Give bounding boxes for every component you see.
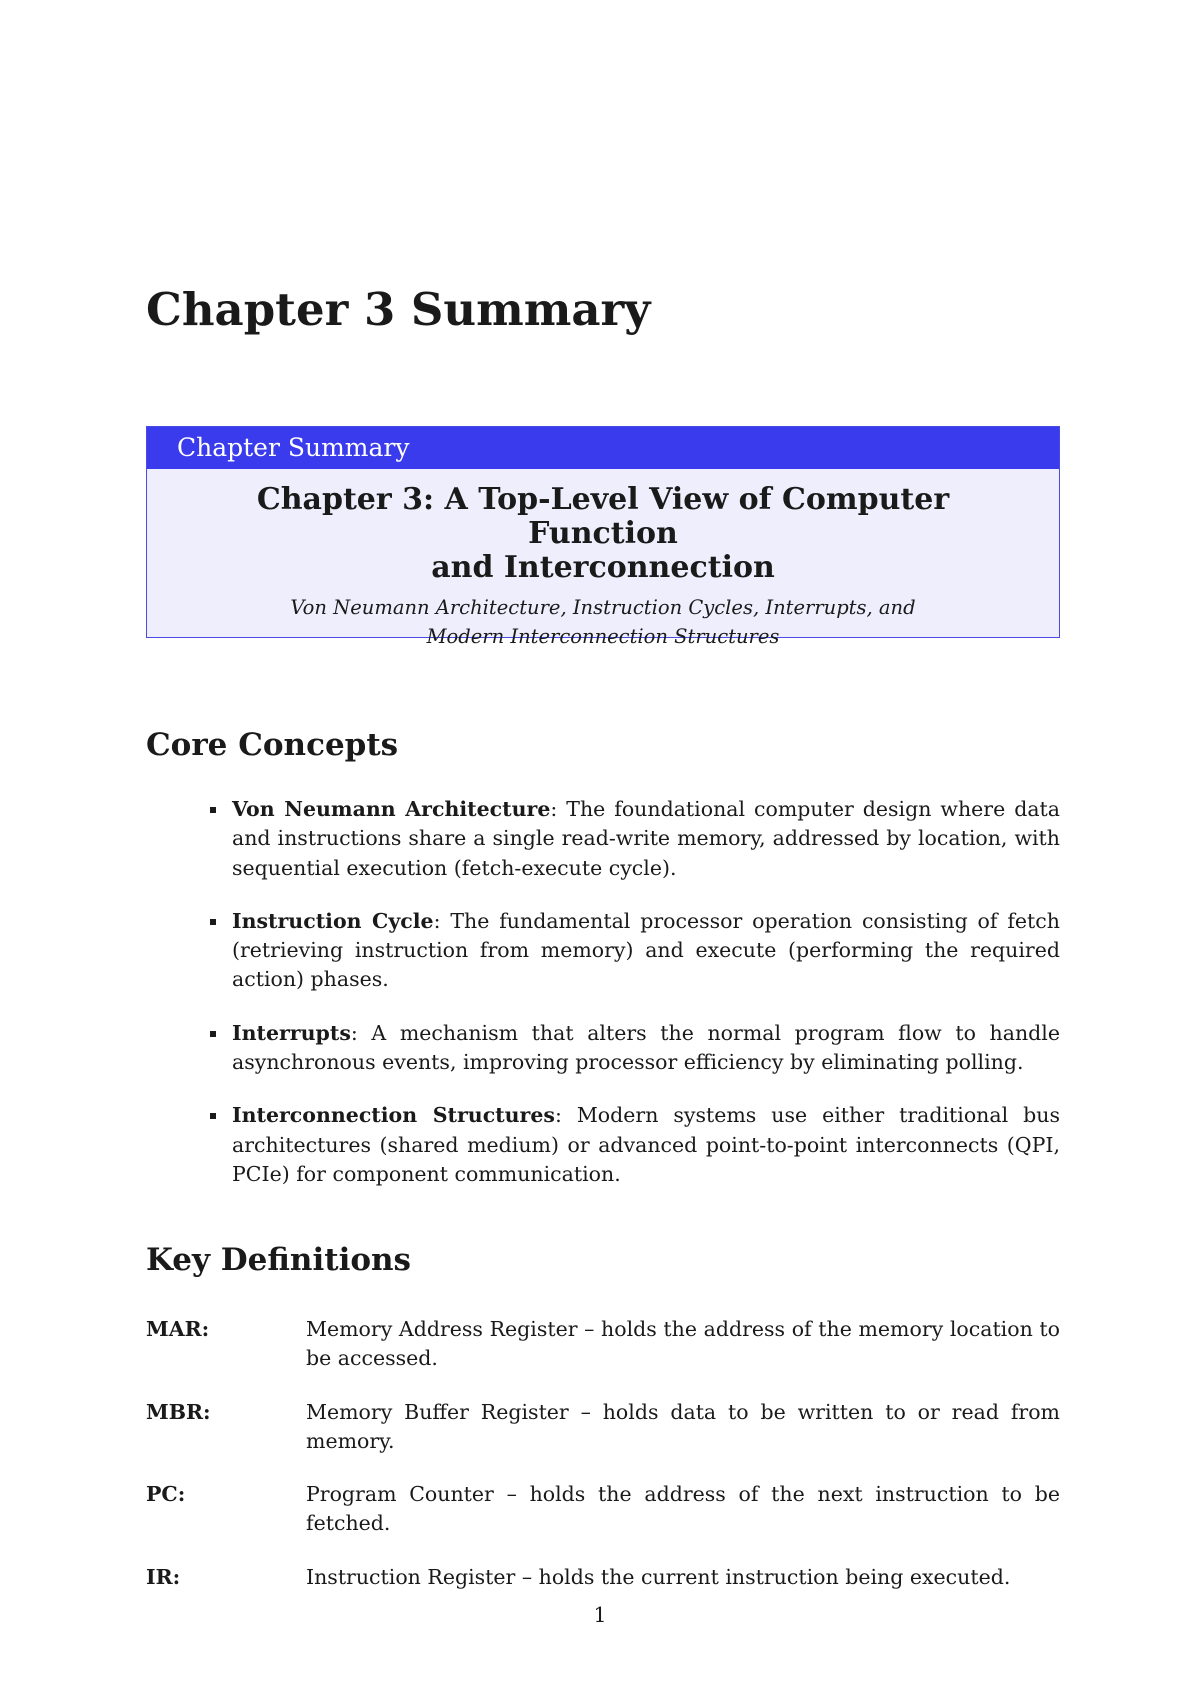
key-definitions-list [146, 1315, 1060, 1616]
bullet-icon [210, 1113, 216, 1119]
definition-row [146, 1563, 1060, 1592]
definition-row [146, 1315, 1060, 1374]
definition-term: PC: [146, 1482, 186, 1507]
summary-title-line1: Chapter 3: A Top-Level View of Computer Function [256, 482, 950, 551]
definition-term: MBR: [146, 1399, 211, 1424]
bullet-icon [210, 919, 216, 925]
definition-row [146, 1398, 1060, 1457]
concept-separator: : [433, 908, 451, 933]
core-concepts-list [146, 795, 1060, 1213]
key-definitions-heading: Key Definitions [146, 1242, 412, 1278]
definition-term: IR: [146, 1564, 181, 1589]
concept-text: A mechanism that alters the normal program flow to handle asynchronous events, improving processor efficiency by eliminating polling. [232, 1020, 1060, 1075]
page-number: 1 [593, 1603, 607, 1627]
definition-term: MAR: [146, 1317, 210, 1341]
concept-term: Interrupts [232, 1020, 351, 1045]
list-item [146, 1101, 1060, 1189]
concept-separator: : [350, 1020, 372, 1045]
concept-separator: : [550, 797, 567, 821]
definition-text: Program Counter – holds the address of the next instruction to be fetched. [306, 1482, 1060, 1536]
summary-title-line2: and Interconnection [431, 550, 775, 585]
list-item [146, 1019, 1060, 1078]
concept-term: Von Neumann Architecture [232, 797, 551, 821]
concept-text: Modern systems use either traditional bus architectures (shared medium) or advanced point-to-point interconnects (QPI, PCIe) for component communication. [232, 1103, 1060, 1186]
summary-box-header: Chapter Summary [147, 427, 1059, 469]
definition-text: Memory Buffer Register – holds data to be written to or read from memory. [306, 1399, 1060, 1453]
concept-separator: : [554, 1103, 577, 1128]
chapter-summary-box [146, 426, 1060, 648]
definition-row [146, 1480, 1060, 1539]
concept-text: The foundational computer design where data and instructions share a single read-write memory, addressed by location, with sequential execution (fetch-execute cycle). [232, 797, 1060, 880]
definition-text: Instruction Register – holds the current instruction being executed. [306, 1564, 1011, 1589]
summary-box-title [147, 483, 1059, 585]
concept-term: Instruction Cycle [232, 908, 434, 933]
page-title: Chapter 3 Summary [146, 283, 651, 336]
concept-term: Interconnection Structures [232, 1103, 555, 1128]
bullet-icon [210, 807, 216, 813]
list-item [146, 907, 1060, 995]
concept-text: The fundamental processor operation consisting of fetch (retrieving instruction from memory) and execute (performing the required action) phases. [232, 908, 1060, 992]
bullet-icon [210, 1031, 216, 1037]
summary-box-subtitle: Von Neumann Architecture, Instruction Cycles, Interrupts, and Modern Interconnection Structures [290, 596, 916, 648]
core-concepts-heading: Core Concepts [146, 727, 399, 763]
list-item [146, 795, 1060, 883]
definition-text: Memory Address Register – holds the address of the memory location to be accessed. [306, 1317, 1060, 1371]
